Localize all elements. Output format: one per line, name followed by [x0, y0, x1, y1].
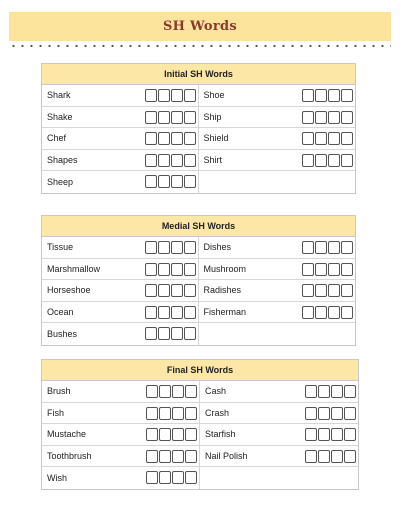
tally-boxes [145, 327, 196, 340]
tally-checkbox[interactable] [344, 385, 356, 398]
tally-checkbox[interactable] [146, 450, 158, 463]
word-label: Mushroom [203, 263, 247, 274]
tally-checkbox[interactable] [318, 407, 330, 420]
tally-checkbox[interactable] [171, 306, 183, 319]
word-cell [199, 150, 356, 172]
tally-boxes [146, 450, 197, 463]
word-cell [200, 424, 358, 446]
tally-checkbox[interactable] [145, 175, 157, 188]
tally-checkbox[interactable] [145, 89, 157, 102]
word-label: Wish [47, 472, 67, 483]
tally-checkbox[interactable] [158, 89, 170, 102]
tally-boxes [302, 154, 353, 167]
word-label: Crash [205, 407, 230, 418]
empty-cell [200, 467, 358, 489]
tally-boxes [302, 263, 353, 276]
tally-checkbox[interactable] [328, 89, 340, 102]
word-label: Ship [203, 111, 222, 122]
word-cell [42, 403, 200, 425]
tally-checkbox[interactable] [315, 132, 327, 145]
word-label: Dishes [203, 242, 232, 253]
tally-checkbox[interactable] [328, 241, 340, 254]
word-cell [200, 381, 358, 403]
tally-checkbox[interactable] [184, 111, 196, 124]
tally-boxes [145, 154, 196, 167]
tally-checkbox[interactable] [171, 327, 183, 340]
tally-boxes [305, 407, 356, 420]
word-label: Cash [205, 386, 227, 397]
tally-checkbox[interactable] [184, 327, 196, 340]
tally-boxes [145, 284, 196, 297]
word-label: Shirt [203, 154, 223, 165]
tally-boxes [146, 385, 197, 398]
word-cell [199, 259, 356, 281]
tally-checkbox[interactable] [158, 132, 170, 145]
word-label: Fisherman [203, 306, 247, 317]
tally-boxes [305, 385, 356, 398]
tally-checkbox[interactable] [172, 385, 184, 398]
word-grid [42, 237, 355, 345]
word-label: Marshmallow [47, 263, 101, 274]
tally-checkbox[interactable] [171, 111, 183, 124]
word-cell [199, 85, 356, 107]
tally-checkbox[interactable] [159, 385, 171, 398]
word-label: Nail Polish [205, 450, 248, 461]
word-cell [42, 467, 200, 489]
word-label: Fish [47, 407, 65, 418]
tally-checkbox[interactable] [328, 111, 340, 124]
tally-boxes [145, 89, 196, 102]
word-label: Toothbrush [47, 450, 92, 461]
tally-checkbox[interactable] [341, 89, 353, 102]
word-label: Chef [47, 133, 67, 144]
tally-checkbox[interactable] [318, 450, 330, 463]
tally-checkbox[interactable] [146, 471, 158, 484]
tally-checkbox[interactable] [328, 154, 340, 167]
tally-checkbox[interactable] [158, 284, 170, 297]
word-label: Horseshoe [47, 285, 91, 296]
tally-checkbox[interactable] [302, 89, 314, 102]
word-cell [42, 280, 199, 302]
tally-checkbox[interactable] [305, 385, 317, 398]
tally-checkbox[interactable] [341, 132, 353, 145]
tally-boxes [302, 111, 353, 124]
tally-checkbox[interactable] [185, 428, 197, 441]
tally-checkbox[interactable] [341, 306, 353, 319]
tally-checkbox[interactable] [302, 241, 314, 254]
tally-checkbox[interactable] [331, 428, 343, 441]
tally-checkbox[interactable] [158, 154, 170, 167]
tally-boxes [145, 241, 196, 254]
word-cell [200, 403, 358, 425]
medial-sh-section [41, 215, 356, 346]
word-cell [42, 237, 199, 259]
tally-checkbox[interactable] [145, 132, 157, 145]
word-cell [42, 446, 200, 468]
tally-checkbox[interactable] [145, 111, 157, 124]
tally-checkbox[interactable] [184, 284, 196, 297]
section-title: Medial SH Words [42, 216, 355, 237]
tally-checkbox[interactable] [184, 241, 196, 254]
tally-checkbox[interactable] [172, 428, 184, 441]
word-label: Brush [47, 386, 71, 397]
tally-checkbox[interactable] [158, 306, 170, 319]
word-label: Sheep [47, 176, 74, 187]
tally-checkbox[interactable] [145, 306, 157, 319]
word-label: Ocean [47, 306, 74, 317]
tally-checkbox[interactable] [185, 385, 197, 398]
tally-checkbox[interactable] [344, 428, 356, 441]
word-label: Tissue [47, 242, 74, 253]
tally-checkbox[interactable] [184, 132, 196, 145]
word-label: Shake [47, 111, 73, 122]
tally-checkbox[interactable] [146, 385, 158, 398]
tally-boxes [145, 111, 196, 124]
initial-sh-section [41, 63, 356, 194]
tally-checkbox[interactable] [341, 284, 353, 297]
tally-checkbox[interactable] [344, 450, 356, 463]
word-label: Mustache [47, 429, 87, 440]
tally-checkbox[interactable] [184, 263, 196, 276]
tally-checkbox[interactable] [184, 306, 196, 319]
tally-checkbox[interactable] [145, 154, 157, 167]
tally-boxes [302, 132, 353, 145]
tally-boxes [145, 132, 196, 145]
tally-checkbox[interactable] [315, 241, 327, 254]
tally-checkbox[interactable] [315, 284, 327, 297]
tally-checkbox[interactable] [331, 450, 343, 463]
final-sh-section [41, 359, 359, 490]
tally-checkbox[interactable] [331, 407, 343, 420]
tally-checkbox[interactable] [159, 471, 171, 484]
tally-checkbox[interactable] [171, 263, 183, 276]
word-grid [42, 381, 358, 489]
word-label: Shield [203, 133, 229, 144]
tally-boxes [305, 450, 356, 463]
word-cell [42, 424, 200, 446]
tally-checkbox[interactable] [146, 407, 158, 420]
tally-checkbox[interactable] [145, 241, 157, 254]
tally-checkbox[interactable] [172, 471, 184, 484]
word-label: Shapes [47, 154, 78, 165]
tally-checkbox[interactable] [328, 284, 340, 297]
tally-checkbox[interactable] [328, 263, 340, 276]
tally-checkbox[interactable] [145, 327, 157, 340]
tally-checkbox[interactable] [172, 450, 184, 463]
word-cell [42, 107, 199, 129]
tally-checkbox[interactable] [315, 89, 327, 102]
word-cell [42, 381, 200, 403]
word-grid [42, 85, 355, 193]
word-cell [42, 85, 199, 107]
tally-checkbox[interactable] [302, 263, 314, 276]
word-cell [199, 280, 356, 302]
tally-boxes [302, 306, 353, 319]
tally-checkbox[interactable] [184, 154, 196, 167]
word-cell [199, 302, 356, 324]
word-cell [42, 171, 199, 193]
tally-checkbox[interactable] [158, 241, 170, 254]
tally-checkbox[interactable] [158, 327, 170, 340]
word-cell [42, 128, 199, 150]
tally-checkbox[interactable] [302, 154, 314, 167]
tally-checkbox[interactable] [159, 407, 171, 420]
tally-boxes [302, 284, 353, 297]
tally-checkbox[interactable] [305, 407, 317, 420]
tally-checkbox[interactable] [171, 241, 183, 254]
tally-boxes [145, 263, 196, 276]
word-cell [199, 107, 356, 129]
tally-boxes [302, 241, 353, 254]
tally-checkbox[interactable] [315, 154, 327, 167]
tally-checkbox[interactable] [341, 154, 353, 167]
tally-checkbox[interactable] [145, 263, 157, 276]
tally-boxes [302, 89, 353, 102]
word-cell [199, 128, 356, 150]
tally-checkbox[interactable] [318, 385, 330, 398]
tally-checkbox[interactable] [328, 132, 340, 145]
word-label: Shoe [203, 90, 225, 101]
word-cell [42, 323, 199, 345]
tally-checkbox[interactable] [328, 306, 340, 319]
tally-boxes [146, 471, 197, 484]
tally-checkbox[interactable] [171, 284, 183, 297]
word-label: Radishes [203, 285, 242, 296]
tally-checkbox[interactable] [185, 450, 197, 463]
empty-cell [199, 171, 356, 193]
word-cell [42, 150, 199, 172]
tally-checkbox[interactable] [318, 428, 330, 441]
word-cell [200, 446, 358, 468]
tally-boxes [145, 175, 196, 188]
word-label: Starfish [205, 429, 236, 440]
tally-checkbox[interactable] [159, 450, 171, 463]
tally-boxes [305, 428, 356, 441]
tally-checkbox[interactable] [158, 263, 170, 276]
tally-checkbox[interactable] [171, 154, 183, 167]
tally-checkbox[interactable] [341, 111, 353, 124]
tally-checkbox[interactable] [172, 407, 184, 420]
tally-checkbox[interactable] [171, 132, 183, 145]
tally-checkbox[interactable] [305, 450, 317, 463]
tally-boxes [146, 428, 197, 441]
tally-checkbox[interactable] [315, 111, 327, 124]
dotted-divider [9, 44, 391, 48]
tally-checkbox[interactable] [158, 111, 170, 124]
word-cell [199, 237, 356, 259]
tally-checkbox[interactable] [171, 175, 183, 188]
tally-checkbox[interactable] [158, 175, 170, 188]
tally-checkbox[interactable] [341, 263, 353, 276]
worksheet-title: SH Words [162, 19, 238, 34]
tally-boxes [145, 306, 196, 319]
tally-checkbox[interactable] [302, 284, 314, 297]
tally-checkbox[interactable] [302, 132, 314, 145]
word-label: Shark [47, 90, 71, 101]
tally-checkbox[interactable] [341, 241, 353, 254]
tally-checkbox[interactable] [344, 407, 356, 420]
empty-cell [199, 323, 356, 345]
tally-checkbox[interactable] [146, 428, 158, 441]
tally-checkbox[interactable] [145, 284, 157, 297]
worksheet-header [9, 12, 391, 41]
tally-checkbox[interactable] [184, 89, 196, 102]
tally-boxes [146, 407, 197, 420]
tally-checkbox[interactable] [315, 306, 327, 319]
tally-checkbox[interactable] [302, 306, 314, 319]
tally-checkbox[interactable] [185, 407, 197, 420]
tally-checkbox[interactable] [159, 428, 171, 441]
tally-checkbox[interactable] [331, 385, 343, 398]
tally-checkbox[interactable] [305, 428, 317, 441]
tally-checkbox[interactable] [171, 89, 183, 102]
word-cell [42, 302, 199, 324]
tally-checkbox[interactable] [184, 175, 196, 188]
tally-checkbox[interactable] [302, 111, 314, 124]
word-cell [42, 259, 199, 281]
section-title: Initial SH Words [42, 64, 355, 85]
tally-checkbox[interactable] [185, 471, 197, 484]
tally-checkbox[interactable] [315, 263, 327, 276]
section-title: Final SH Words [42, 360, 358, 381]
word-label: Bushes [47, 328, 78, 339]
